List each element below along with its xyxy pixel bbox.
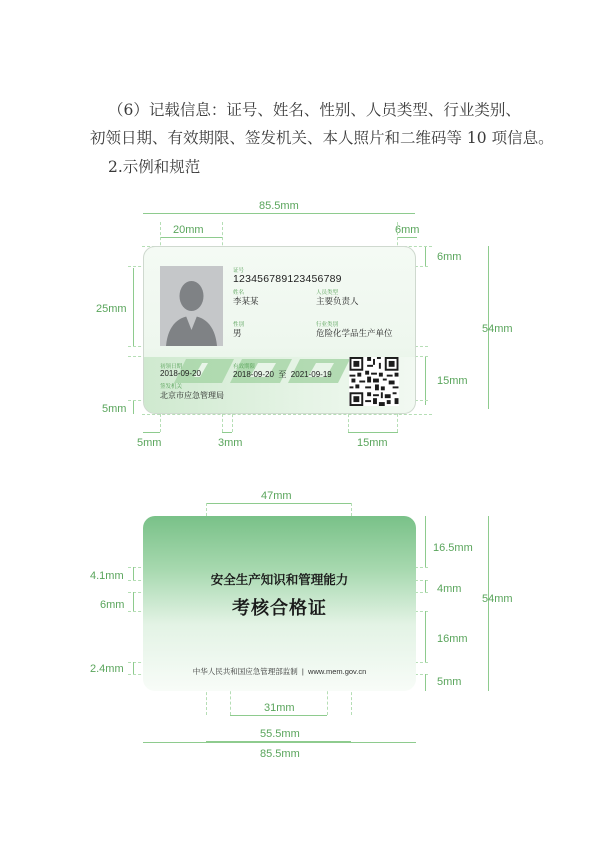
person-type-value: 主要负责人 [316,296,359,306]
back-inner-width-label: 55.5mm [260,728,300,740]
qr-code-icon [349,357,399,406]
photo-width-line [160,237,223,238]
left-margin-line [143,432,160,433]
width-dimension-line [143,213,415,214]
cert-no-value: 123456789123456789 [233,273,342,285]
top-offset-line [425,516,426,567]
line2-height-line [133,592,134,611]
validity-label: 有效期限 [233,364,256,370]
person-type-label: 人员类型 [316,290,339,296]
front-gap-label: 3mm [218,437,243,449]
validity-value: 2018-09-20 至 2021-09-19 [233,370,332,379]
front-top-margin-label: 6mm [437,251,462,263]
back-height-label: 54mm [482,593,513,605]
back-card [143,516,416,691]
front-photo-width-label: 20mm [173,224,204,236]
front-qr-height-label: 15mm [437,375,468,387]
front-qr-width-label: 15mm [357,437,388,449]
industry-label: 行业类别 [316,322,339,328]
front-bottom-margin-label: 5mm [102,403,127,415]
title-width-line [206,503,351,504]
gap-line [425,580,426,592]
footer-width-line [230,715,327,716]
back-width-label: 85.5mm [260,748,300,760]
photo-height-line [133,268,134,346]
front-photo-height-label: 25mm [96,303,127,315]
issuer-value: 北京市应急管理局 [160,391,224,400]
right-margin-line [397,237,417,238]
lower-gap-line [425,611,426,662]
width-line [143,742,416,743]
gender-label: 性别 [233,322,245,328]
first-issue-label: 初领日期 [160,364,183,370]
back-footer: 中华人民共和国应急管理部监制 | www.mem.gov.cn [192,667,367,676]
guide-line [142,414,432,415]
first-issue-value: 2018-09-20 [160,369,201,378]
back-title-line-2: 考核合格证 [232,598,327,618]
line1-height-line [133,567,134,580]
portrait-photo [160,266,223,346]
qr-width-line [348,432,398,433]
name-label: 姓名 [233,290,245,296]
back-bottom-margin-label: 5mm [437,676,462,688]
back-gap-label: 4mm [437,583,462,595]
back-footer-width-label: 31mm [264,702,295,714]
qr-height-line [425,356,426,405]
gender-value: 男 [233,328,242,338]
section-heading: 2.示例和规范 [108,158,201,176]
back-title-line-1: 安全生产知识和管理能力 [210,573,349,587]
back-top-offset-label: 16.5mm [433,542,473,554]
paragraph-line-2: 初领日期、有效期限、签发机关、本人照片和二维码等 10 项信息。 [90,129,554,147]
front-card [143,246,416,414]
front-left-margin-label: 5mm [137,437,162,449]
front-height-label: 54mm [482,323,513,335]
back-line2-height-label: 6mm [100,599,125,611]
name-value: 李某某 [233,296,259,306]
bottom-margin-line [425,674,426,691]
back-line1-height-label: 4.1mm [90,570,124,582]
bottom-margin-line [133,400,134,414]
footer-height-line [133,662,134,674]
issuer-label: 签发机关 [160,384,183,390]
back-lower-gap-label: 16mm [437,633,468,645]
industry-value: 危险化学品生产单位 [316,328,393,338]
front-width-label: 85.5mm [259,200,299,212]
gap-line [222,432,232,433]
cert-no-label: 证号 [233,268,245,274]
top-margin-line [425,246,426,266]
back-footer-height-label: 2.4mm [90,663,124,675]
back-title-width-label: 47mm [261,490,292,502]
front-top-right-margin-label: 6mm [395,224,420,236]
paragraph-line-1: （6）记载信息：证号、姓名、性别、人员类型、行业类别、 [108,101,521,119]
